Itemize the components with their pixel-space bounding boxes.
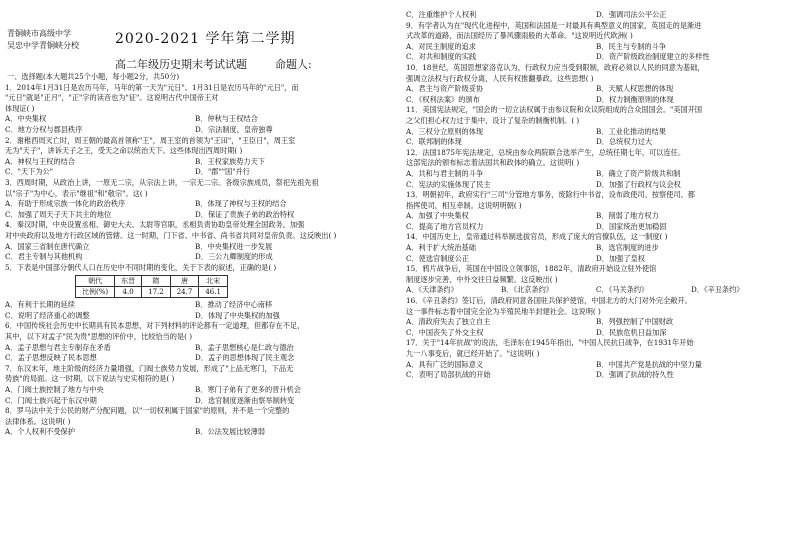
option-d: D．三公九卿制度的形成 — [195, 252, 273, 262]
options-row — [5, 353, 385, 364]
question-text: 以"宗子"为中心，表示"继祖"和"敬宗"。这( ) — [5, 188, 148, 198]
options-row — [406, 95, 786, 106]
question-text: 12．法国1875年宪法规定，总统由参众两院联合选举产生，总统任期七年，可以连任。 — [406, 147, 686, 157]
option-b: B．确立了资产阶级共和制 — [596, 168, 681, 178]
question-15 — [406, 264, 786, 296]
option-a: A．有助于形成宗族一体化的政治秩序 — [5, 199, 126, 209]
option-c: C．《马关条约》 — [596, 285, 649, 295]
term-title: 2020-2021 学年第二学期 — [115, 31, 296, 47]
option-a: A．门阀士族控制了地方与中央 — [5, 385, 104, 395]
options-row — [406, 370, 786, 381]
option-a: A．有利于长期的延续 — [5, 300, 75, 310]
option-c: C．中国丧失了外交主权 — [406, 327, 484, 337]
option-c: C．地方分权与郡县秩序 — [5, 124, 83, 134]
option-b: B．削弱了地方权力 — [596, 211, 659, 221]
table-cell: 24.7 — [170, 287, 199, 298]
question-text: 17．关于"14年抗战"的说法，毛泽东在1945年指出，"中国人民抗日战争，在1931年开始 — [406, 338, 694, 348]
question-text: 法律体系。这说明( ) — [5, 416, 71, 426]
option-a: A．神权与王权的结合 — [5, 156, 75, 166]
question-text: 这一事件标志着中国完全沦为半殖民地半封建社会。这说明( ) — [406, 306, 601, 316]
option-d: D．孟子的思想体现了民主观念 — [195, 353, 295, 363]
question-text: 2．谢稚西周灭亡时，周王朝的最高首领称"王"，周王室的首领为"王田"，"王臣日"，周王室 — [5, 135, 296, 145]
option-b: B．《北京条约》 — [501, 285, 553, 295]
question-6 — [5, 321, 385, 363]
option-a: A．三权分立原则的体现 — [406, 126, 484, 136]
options-row — [406, 254, 786, 265]
option-d: D．强调司法公平公正 — [596, 10, 667, 19]
section-heading: 一、选择题(本大题共25个小题，每小题2分，共50分) — [7, 72, 180, 81]
option-c: C．联邦制的体现 — [406, 137, 462, 147]
question-text: 9．有学者认为在"现代化进程中，英国和法国是一对最具有典型意义的国家，英国走的是渐进 — [406, 20, 702, 30]
table-cell: 46.1 — [199, 287, 228, 298]
option-a: A．中央集权 — [5, 114, 47, 124]
option-d: D．加强了行政权与议会权 — [596, 179, 681, 189]
table-cell: 东晋 — [115, 276, 142, 287]
table-cell: 北宋 — [199, 276, 228, 287]
options-row — [5, 210, 385, 221]
option-a: A．清政府失去了独立自主 — [406, 317, 491, 327]
left-column — [5, 0, 385, 550]
question-text: 15．鸦片战争后，英国在中国设立领事馆，1882年，清政府开始设立驻外使馆 — [406, 264, 657, 274]
options-row — [406, 360, 786, 371]
options-row — [5, 199, 385, 210]
option-c: C．对共和制度的实践 — [406, 52, 477, 62]
question-text: 对中央政府以及地方行政区域的管辖。这一时期，门下省、中书省、尚书省共同对皇帝负责。这反映出( ) — [5, 230, 337, 240]
option-a: A．《天津条约》 — [406, 285, 458, 295]
school-name — [7, 28, 79, 52]
option-c: C．表明了局部抗战的开始 — [406, 370, 491, 380]
table-row — [76, 287, 228, 298]
question-text: 10．18世纪，英国思想家洛克认为，行政权力应当受到限制，政府必须以人民的同意为基础， — [406, 62, 705, 72]
question-text: 这部宪法的颁布标志着法国共和政体的确立。这说明( ) — [406, 158, 580, 168]
options-row — [406, 42, 786, 53]
options-row — [406, 317, 786, 328]
exam-title: 高二年级历史期末考试试题 — [115, 58, 247, 71]
question-text: 5．下表是中国部分朝代人口在历史中不同时期的变化，关于下表的叙述，正确的是( ) — [5, 262, 277, 272]
options-row — [406, 222, 786, 233]
option-b: B．中央集权进一步发展 — [195, 241, 273, 251]
question-3 — [5, 178, 385, 220]
option-c: C．"天下为公" — [5, 167, 54, 177]
option-a: A．利于扩大统治基础 — [406, 243, 476, 253]
option-d: D．宗法制度，皇帝独尊 — [195, 124, 273, 134]
question-text: 8．罗马法中关于公民的财产分配问题，以"一切权利属于国家"的原则，并不是一个完整的 — [5, 406, 290, 416]
option-b: B．孟子思想核心是仁政与德治 — [195, 342, 294, 352]
population-table — [75, 275, 228, 298]
exam-header — [5, 0, 385, 72]
option-b: B．民主与专制的斗争 — [596, 41, 666, 51]
option-a: A．君主与资产阶级妥协 — [406, 84, 484, 94]
question-text: 强调立法权与行政权分离，人民有权推翻暴政。这些思想( ) — [406, 73, 594, 83]
option-b: B．工业化推动的结果 — [596, 126, 666, 136]
option-d: D．《辛丑条约》 — [691, 285, 744, 295]
question-17 — [406, 338, 786, 380]
option-a: A．共和与君主制的斗争 — [406, 168, 484, 178]
question-5 — [5, 263, 385, 322]
option-a: A．具有广泛的国际意义 — [406, 359, 484, 369]
question-text: 其中，以下对孟子"民为贵"思想的评价中，比较恰当的是( ) — [5, 332, 193, 342]
question-text: 11．美国宪法规定，"国会的一切立法权属于由参议院和众议院组成的合众国国会。"美国开国 — [406, 105, 703, 115]
question-text: "元日"就是"正月"，"正"字的读音也为"征"。这说明古代中国帝王对 — [5, 93, 219, 103]
options-row — [5, 167, 385, 178]
right-column — [406, 0, 786, 550]
option-c: C．门阀士族兴起于东汉中期 — [5, 395, 97, 405]
question-text: 体现证( ) — [5, 103, 35, 113]
table-cell: 唐 — [170, 276, 199, 287]
options-row — [5, 242, 385, 253]
options-row — [406, 169, 786, 180]
question-14 — [406, 232, 786, 264]
options-row — [5, 396, 385, 407]
option-b: B．列强控制了中国财政 — [596, 317, 674, 327]
option-c: C．提高了地方官员权力 — [406, 221, 484, 231]
table-cell: 4.0 — [115, 287, 142, 298]
question-text: 无为"天子"，讲诉天子之王，受天之命以统治天下。这些体现出西周时期( ) — [5, 146, 243, 156]
option-d: D．总统权力过大 — [596, 137, 653, 147]
question-text: 16．《辛丑条约》签订后，清政府同意各国驻兵保护使馆，中国北方的大门对外完全敞开。 — [406, 296, 692, 306]
options-row — [406, 285, 786, 296]
question-11 — [406, 105, 786, 147]
question-text: 1．2014年1月31日是农历马年，马年的第一天为"元日"。1月31日是农历马年的"元日"，而 — [5, 82, 299, 92]
option-c: C．注重维护个人权利 — [406, 10, 477, 19]
question-text: 势族"的局面。这一时期，以下说法与史实相符的是( ) — [5, 374, 175, 384]
options-row — [5, 385, 385, 396]
question-7 — [5, 364, 385, 406]
option-c: C．孟子思想反映了民本思想 — [5, 353, 97, 363]
options-row — [406, 137, 786, 148]
option-c: C．加强了周天子天下共主的地位 — [5, 209, 112, 219]
option-b: B．选官制度的进步 — [596, 243, 659, 253]
option-b: B．仲秋与王权结合 — [195, 114, 258, 124]
school-line-2: 吴忠中学青铜峡分校 — [7, 41, 79, 50]
option-d: D．"郡""国"并行 — [195, 167, 250, 177]
options-row — [5, 157, 385, 168]
option-d: D．保证了贵族子弟的政治特权 — [195, 209, 295, 219]
author-label: 命题人: — [275, 58, 312, 71]
question-text: 13．明朝初年，政府实行"三司"分管地方事务，废除行中书省，设布政使司、按察使司、都 — [406, 190, 695, 200]
option-b: B．王权家族势力天下 — [195, 156, 265, 166]
question-text: 14．中国历史上，皇帝通过科举制选拔官员，形成了庞大的官僚队伍，这一制度( ) — [406, 232, 668, 242]
option-a: A．对民主制度的追求 — [406, 41, 476, 51]
options-row — [5, 252, 385, 263]
table-cell: 隋 — [142, 276, 171, 287]
option-b: B．天赋人权思想的体现 — [596, 84, 674, 94]
question-4 — [5, 220, 385, 262]
question-16 — [406, 296, 786, 338]
options-row — [5, 125, 385, 136]
options-row — [406, 10, 786, 21]
option-d: D．强调了抗战的持久性 — [596, 370, 674, 380]
option-b: B．推动了经济中心南移 — [195, 300, 273, 310]
option-d: D．权力制衡原则的体现 — [596, 94, 674, 104]
options-row — [406, 328, 786, 339]
question-text: 制度逐步完善，中外交往日益频繁。这反映出( ) — [406, 274, 558, 284]
options-row — [406, 180, 786, 191]
table-cell: 17.2 — [142, 287, 171, 298]
option-d: D．选官制度逐渐由察举制转变 — [195, 395, 295, 405]
question-text: 式改革的道路，而法国经历了暴风骤雨般的大革命。"这说明近代欧洲( ) — [406, 31, 633, 41]
options-row — [406, 243, 786, 254]
options-row — [5, 300, 385, 311]
option-d: D．国家统治更加稳固 — [596, 221, 667, 231]
option-c: C．《权利法案》的颁布 — [406, 94, 480, 104]
question-1 — [5, 83, 385, 136]
question-8 — [5, 406, 385, 438]
option-a: A．孟子思想与君主专制存在矛盾 — [5, 342, 111, 352]
option-d: D．加强了皇权 — [596, 253, 645, 263]
option-b: B．寒门子弟有了更多的晋升机会 — [195, 385, 301, 395]
option-a: A．加强了中央集权 — [406, 211, 469, 221]
option-b: B．体现了神权与王权的结合 — [195, 199, 287, 209]
question-2 — [5, 136, 385, 178]
options-row — [5, 427, 385, 438]
question-10 — [406, 63, 786, 105]
options-row — [406, 127, 786, 138]
question-9 — [406, 21, 786, 63]
options-row — [406, 211, 786, 222]
option-d: D．体现了中央集权的加强 — [195, 310, 280, 320]
question-text: 4．秦汉时期，中央设置丞相、御史大夫、太尉等官职，丞相负责协助皇帝处理全国政务，加强 — [5, 220, 305, 230]
option-c: C．宪法的实施体现了民主 — [406, 179, 491, 189]
option-d: D．民族危机日益加深 — [596, 327, 667, 337]
question-13 — [406, 190, 786, 232]
option-c: C．君主专制与其他机构 — [5, 252, 83, 262]
question-text: 3．西周时期，从政治上讲，一原无二宗，从宗法上讲，一宗无二宗。各级宗族成员，祭祀先祖先祖 — [5, 177, 319, 187]
table-cell: 朝代 — [76, 276, 115, 287]
question-text: 之父们担心权力过于集中，设计了复杂的制衡机制。( ) — [406, 115, 580, 125]
question-text: 6．中国传统社会历史中长期具有民本思想，对下列材料的评论都有一定道理，但都存在不足， — [5, 321, 305, 331]
options-row — [5, 114, 385, 125]
option-b: B．公法发展比较薄弱 — [195, 427, 265, 437]
option-a: A．个人权利不受保护 — [5, 427, 75, 437]
table-row — [76, 276, 228, 287]
options-row — [5, 343, 385, 354]
question-12 — [406, 148, 786, 190]
question-text: 7．东汉末年，地主阶级的经济力量增强，门阀士族势力发展，形成了"上品无寒门，下品无 — [5, 363, 294, 373]
question-text: 指挥使司，相互牵制。这说明明朝( ) — [406, 200, 522, 210]
options-row — [406, 84, 786, 95]
question-text: 九一八事变后，就已经开始了。"这说明( ) — [406, 349, 540, 358]
school-line-1: 青铜峡市高级中学 — [7, 29, 71, 38]
option-c: C．说明了经济重心的调整 — [5, 310, 90, 320]
option-a: A．国家三省制在唐代确立 — [5, 241, 90, 251]
option-c: C．使选官制度公正 — [406, 253, 470, 263]
option-b: B．中国共产党是抗战的中坚力量 — [596, 359, 702, 369]
table-cell: 比例(%) — [76, 287, 115, 298]
option-d: D．资产阶级政治制度建立的多样性 — [596, 52, 710, 62]
options-row — [406, 52, 786, 63]
options-row — [5, 311, 385, 322]
